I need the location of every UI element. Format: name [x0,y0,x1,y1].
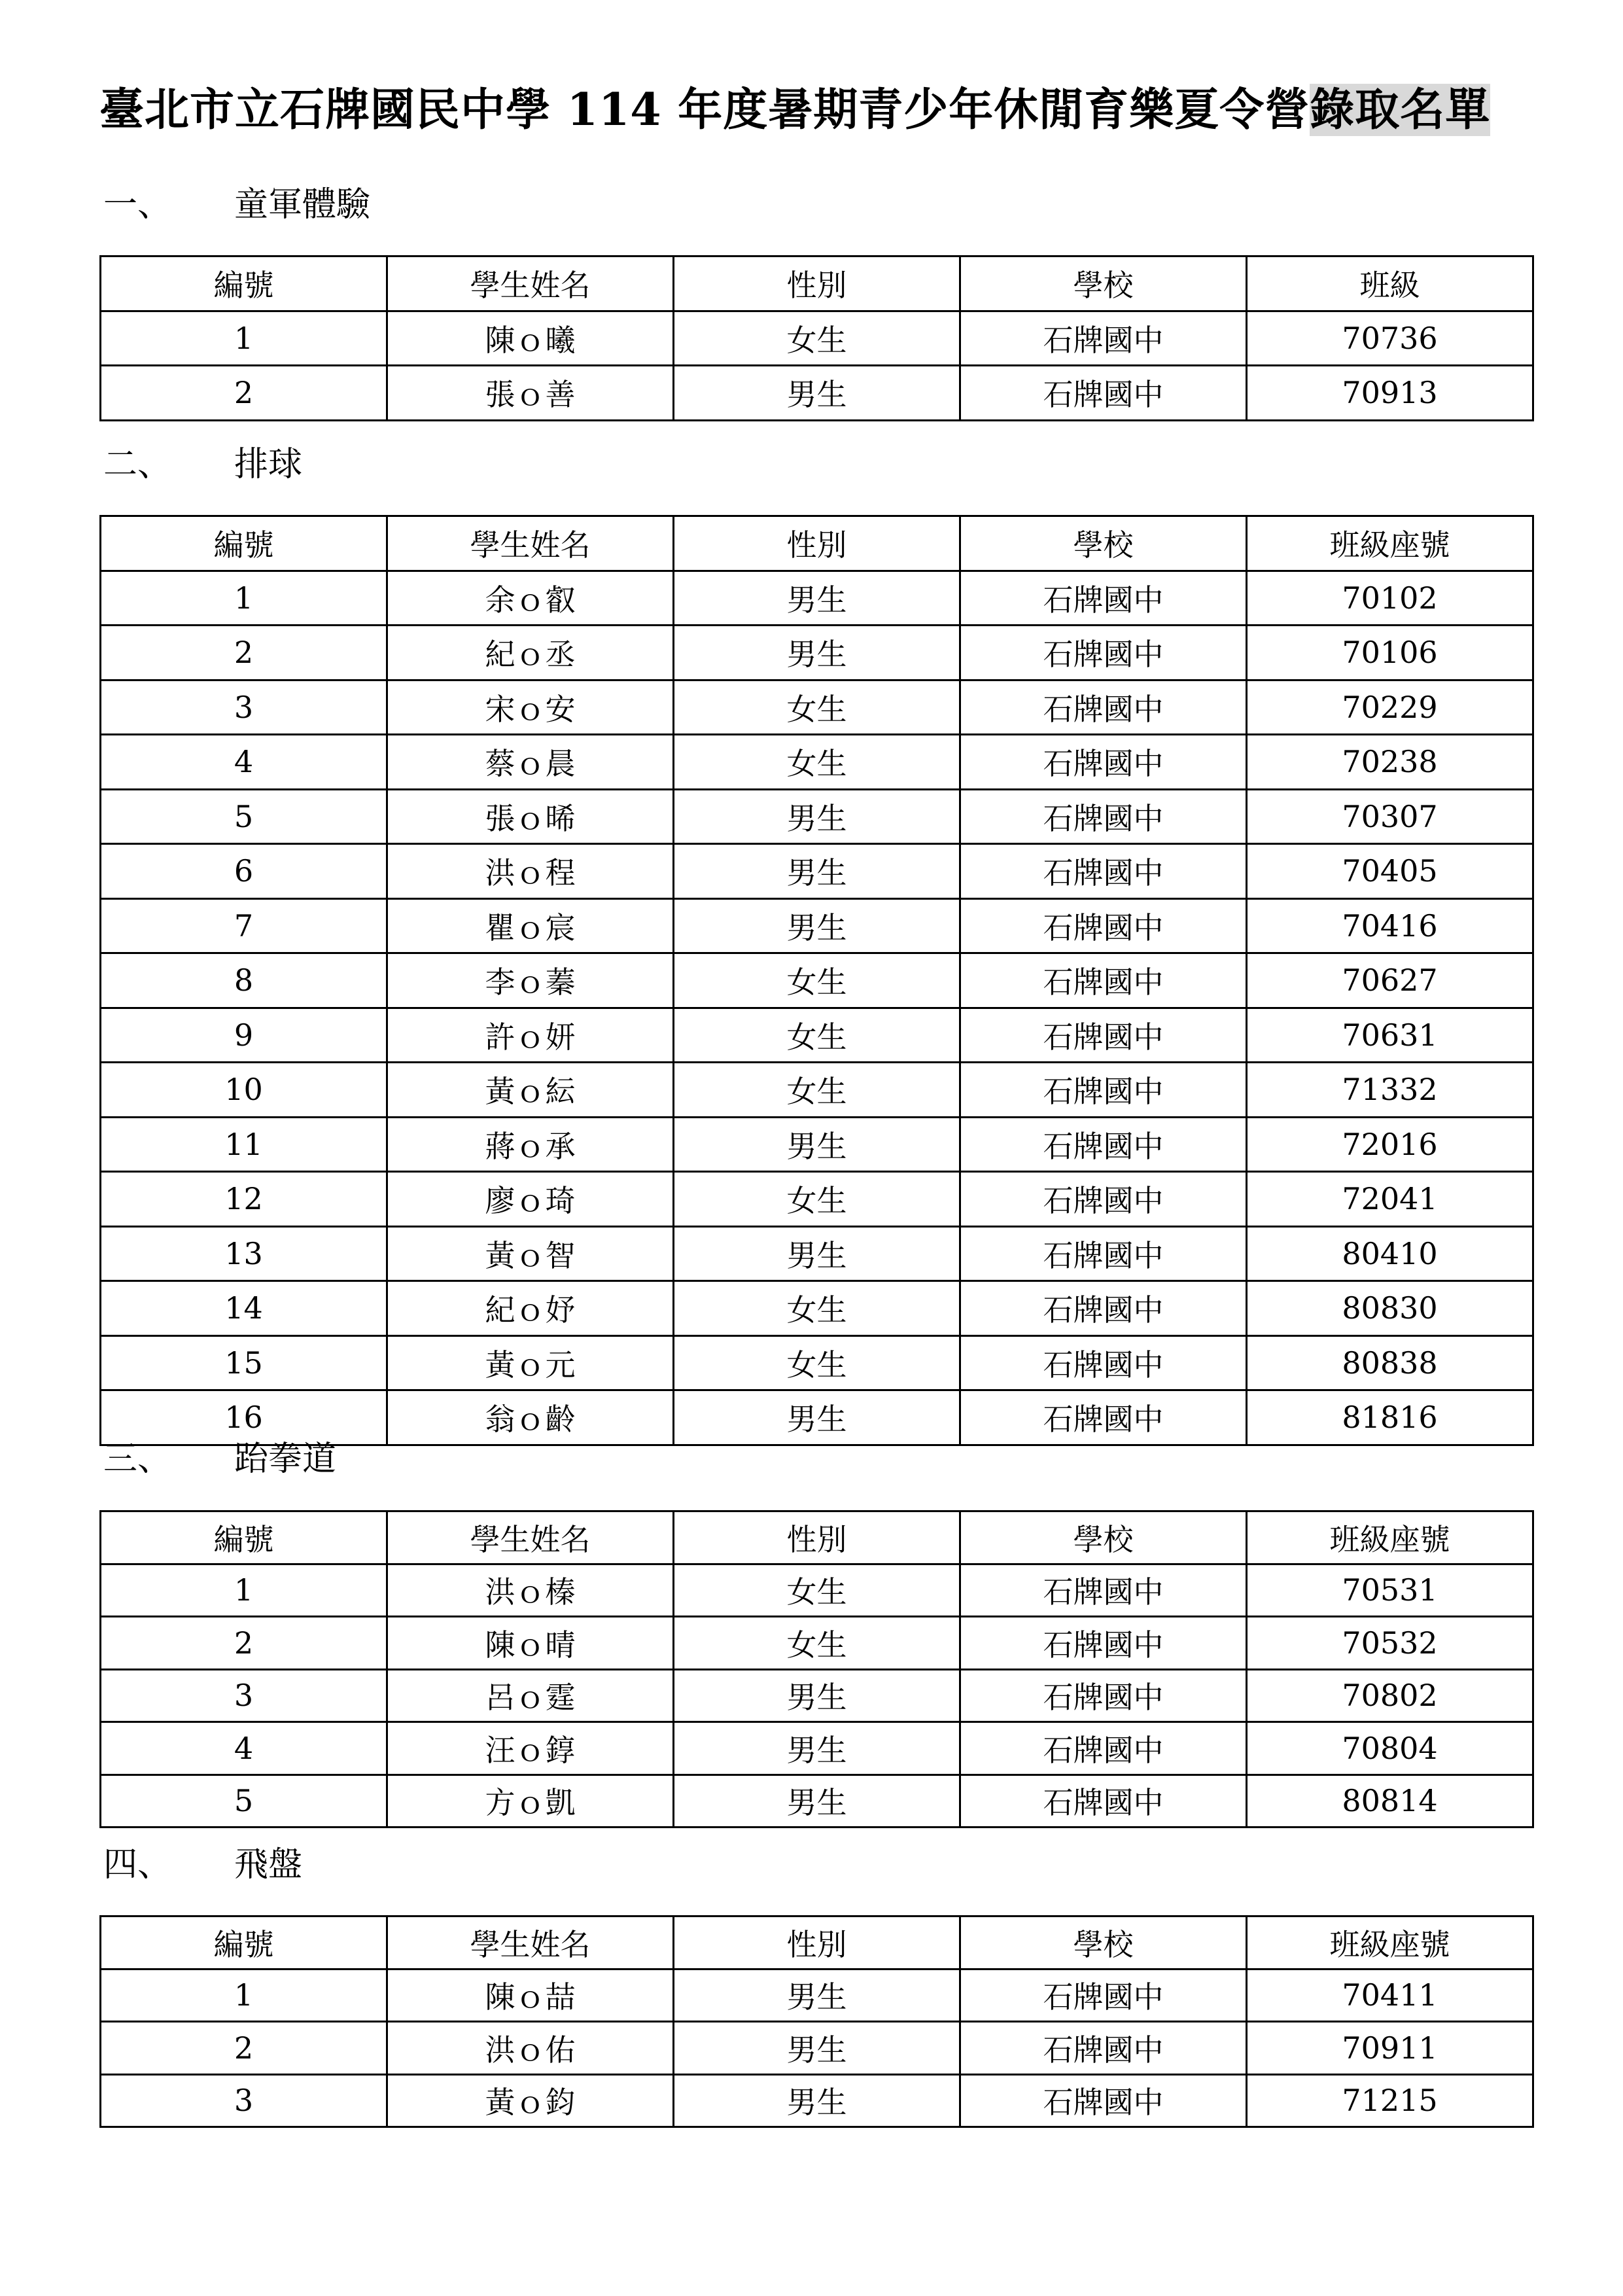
table-cell: 呂ｏ霆 [387,1669,674,1722]
table-cell: 2 [101,366,387,421]
table-cell: 蔡ｏ晨 [387,735,674,790]
table-cell: 翁ｏ齡 [387,1390,674,1445]
table-row [101,1617,1533,1670]
table-cell: 12 [101,1172,387,1227]
table-cell: 男生 [674,1226,960,1281]
section-number: 四、 [103,1845,172,1884]
column-header: 編號 [101,1916,387,1969]
table-cell: 70411 [1247,1969,1533,2022]
table-row [101,1335,1533,1390]
table-cell: 石牌國中 [960,2074,1247,2127]
column-header: 性別 [674,256,960,311]
column-header: 性別 [674,1916,960,1969]
section-heading [103,438,302,491]
table-cell: 1 [101,311,387,366]
table-row [101,1775,1533,1828]
table-row [101,898,1533,953]
table-row [101,1226,1533,1281]
table-cell: 汪ｏ錞 [387,1722,674,1775]
table-cell: 1 [101,1564,387,1617]
table-cell: 洪ｏ程 [387,844,674,899]
table-cell: 蔣ｏ承 [387,1117,674,1172]
table-cell: 70631 [1247,1008,1533,1063]
table-cell: 石牌國中 [960,1669,1247,1722]
table-cell: 張ｏ善 [387,366,674,421]
table-cell: 石牌國中 [960,1172,1247,1227]
table-cell: 6 [101,844,387,899]
table-cell: 男生 [674,1969,960,2022]
table-cell: 石牌國中 [960,1063,1247,1118]
table-cell: 70532 [1247,1617,1533,1670]
title-highlight: 錄取名單 [1310,84,1491,136]
table-row [101,1008,1533,1063]
column-header: 學校 [960,256,1247,311]
section-title: 排球 [234,445,303,484]
column-header: 學校 [960,516,1247,571]
table-cell: 石牌國中 [960,1617,1247,1670]
roster-table [99,1510,1534,1828]
section-title: 飛盤 [234,1845,303,1884]
table-row [101,2022,1533,2075]
table-cell: 張ｏ晞 [387,789,674,844]
table-row [101,1564,1533,1617]
table-cell: 黃ｏ智 [387,1226,674,1281]
table-header-row [101,1511,1533,1564]
table-cell: 70627 [1247,953,1533,1008]
roster-table [99,1915,1534,2128]
table-cell: 4 [101,735,387,790]
table-cell: 男生 [674,1669,960,1722]
table-cell: 1 [101,1969,387,2022]
table-cell: 70911 [1247,2022,1533,2075]
table-cell: 石牌國中 [960,735,1247,790]
table-cell: 70802 [1247,1669,1533,1722]
table-cell: 男生 [674,844,960,899]
table-row [101,735,1533,790]
column-header: 學校 [960,1511,1247,1564]
table-cell: 女生 [674,1281,960,1336]
table-cell: 80410 [1247,1226,1533,1281]
table-row [101,953,1533,1008]
table-cell: 70307 [1247,789,1533,844]
table-header-row [101,256,1533,311]
table-row [101,366,1533,421]
table-cell: 女生 [674,680,960,735]
table-cell: 男生 [674,1722,960,1775]
roster-table [99,255,1534,421]
table-cell: 石牌國中 [960,1335,1247,1390]
table-cell: 女生 [674,1063,960,1118]
table-row [101,1172,1533,1227]
table-cell: 余ｏ叡 [387,571,674,626]
column-header: 學校 [960,1916,1247,1969]
section-title: 童軍體驗 [234,185,371,224]
table-cell: 80830 [1247,1281,1533,1336]
table-cell: 女生 [674,1008,960,1063]
table-cell: 8 [101,953,387,1008]
table-cell: 石牌國中 [960,1775,1247,1828]
table-cell: 15 [101,1335,387,1390]
table-row [101,1281,1533,1336]
table-cell: 男生 [674,1390,960,1445]
table-cell: 男生 [674,626,960,680]
table-row [101,1722,1533,1775]
table-cell: 11 [101,1117,387,1172]
table-row [101,1117,1533,1172]
column-header: 學生姓名 [387,516,674,571]
table-cell: 2 [101,626,387,680]
column-header: 性別 [674,516,960,571]
table-cell: 女生 [674,1172,960,1227]
table-cell: 70804 [1247,1722,1533,1775]
table-row [101,789,1533,844]
table-cell: 男生 [674,789,960,844]
table-header-row [101,516,1533,571]
table-cell: 14 [101,1281,387,1336]
section-number: 三、 [103,1439,172,1479]
table-cell: 1 [101,571,387,626]
table-cell: 70416 [1247,898,1533,953]
table-cell: 男生 [674,571,960,626]
table-row [101,2074,1533,2127]
table-cell: 許ｏ妍 [387,1008,674,1063]
table-cell: 男生 [674,2074,960,2127]
section-number: 一、 [103,185,172,224]
table-cell: 石牌國中 [960,1722,1247,1775]
table-cell: 女生 [674,735,960,790]
table-cell: 廖ｏ琦 [387,1172,674,1227]
table-cell: 石牌國中 [960,1226,1247,1281]
table-row [101,571,1533,626]
table-cell: 石牌國中 [960,844,1247,899]
column-header: 編號 [101,516,387,571]
table-cell: 71215 [1247,2074,1533,2127]
table-cell: 女生 [674,311,960,366]
table-cell: 7 [101,898,387,953]
table-cell: 70102 [1247,571,1533,626]
table-cell: 石牌國中 [960,1390,1247,1445]
table-cell: 70238 [1247,735,1533,790]
table-cell: 石牌國中 [960,1969,1247,2022]
table-cell: 70736 [1247,311,1533,366]
table-cell: 女生 [674,1564,960,1617]
table-cell: 5 [101,789,387,844]
table-cell: 陳ｏ喆 [387,1969,674,2022]
table-cell: 5 [101,1775,387,1828]
table-cell: 洪ｏ佑 [387,2022,674,2075]
column-header: 學生姓名 [387,1511,674,1564]
section-title: 跆拳道 [234,1439,337,1479]
table-row [101,1063,1533,1118]
table-cell: 女生 [674,1335,960,1390]
roster-table [99,515,1534,1446]
table-cell: 女生 [674,953,960,1008]
table-cell: 石牌國中 [960,789,1247,844]
table-cell: 石牌國中 [960,953,1247,1008]
table-header-row [101,1916,1533,1969]
table-cell: 石牌國中 [960,1564,1247,1617]
section-heading [103,179,370,231]
column-header: 班級 [1247,256,1533,311]
table-cell: 10 [101,1063,387,1118]
table-row [101,1969,1533,2022]
table-cell: 洪ｏ榛 [387,1564,674,1617]
table-cell: 紀ｏ丞 [387,626,674,680]
section-number: 二、 [103,445,172,484]
table-cell: 72041 [1247,1172,1533,1227]
table-cell: 80814 [1247,1775,1533,1828]
table-cell: 80838 [1247,1335,1533,1390]
table-cell: 男生 [674,898,960,953]
table-cell: 石牌國中 [960,1281,1247,1336]
table-cell: 宋ｏ安 [387,680,674,735]
column-header: 學生姓名 [387,1916,674,1969]
table-cell: 陳ｏ晴 [387,1617,674,1670]
table-cell: 黃ｏ元 [387,1335,674,1390]
table-cell: 16 [101,1390,387,1445]
column-header: 編號 [101,256,387,311]
table-cell: 70229 [1247,680,1533,735]
table-cell: 71332 [1247,1063,1533,1118]
table-cell: 男生 [674,366,960,421]
table-cell: 9 [101,1008,387,1063]
table-cell: 13 [101,1226,387,1281]
table-cell: 男生 [674,1117,960,1172]
table-cell: 70405 [1247,844,1533,899]
table-cell: 2 [101,2022,387,2075]
table-cell: 4 [101,1722,387,1775]
table-cell: 石牌國中 [960,680,1247,735]
table-cell: 李ｏ蓁 [387,953,674,1008]
table-cell: 男生 [674,1775,960,1828]
table-cell: 70106 [1247,626,1533,680]
column-header: 性別 [674,1511,960,1564]
column-header: 班級座號 [1247,516,1533,571]
table-cell: 3 [101,2074,387,2127]
table-cell: 70913 [1247,366,1533,421]
table-cell: 石牌國中 [960,898,1247,953]
section-heading [103,1839,302,1891]
table-cell: 石牌國中 [960,1117,1247,1172]
column-header: 編號 [101,1511,387,1564]
column-header: 班級座號 [1247,1916,1533,1969]
table-cell: 瞿ｏ宸 [387,898,674,953]
table-cell: 黃ｏ紜 [387,1063,674,1118]
table-cell: 石牌國中 [960,626,1247,680]
table-cell: 男生 [674,2022,960,2075]
table-cell: 石牌國中 [960,2022,1247,2075]
table-row [101,311,1533,366]
column-header: 學生姓名 [387,256,674,311]
table-cell: 81816 [1247,1390,1533,1445]
table-row [101,1669,1533,1722]
table-cell: 70531 [1247,1564,1533,1617]
table-row [101,844,1533,899]
table-cell: 2 [101,1617,387,1670]
table-cell: 陳ｏ曦 [387,311,674,366]
table-cell: 石牌國中 [960,571,1247,626]
table-cell: 石牌國中 [960,1008,1247,1063]
table-cell: 方ｏ凱 [387,1775,674,1828]
table-cell: 3 [101,680,387,735]
table-cell: 黃ｏ鈞 [387,2074,674,2127]
table-cell: 石牌國中 [960,311,1247,366]
column-header: 班級座號 [1247,1511,1533,1564]
table-cell: 72016 [1247,1117,1533,1172]
title-main: 臺北市立石牌國民中學 114 年度暑期青少年休閒育樂夏令營 [99,84,1310,136]
table-cell: 3 [101,1669,387,1722]
table-cell: 紀ｏ妤 [387,1281,674,1336]
table-cell: 女生 [674,1617,960,1670]
section-heading [103,1433,336,1485]
table-row [101,626,1533,680]
page-title [99,77,1539,143]
table-cell: 石牌國中 [960,366,1247,421]
table-row [101,680,1533,735]
